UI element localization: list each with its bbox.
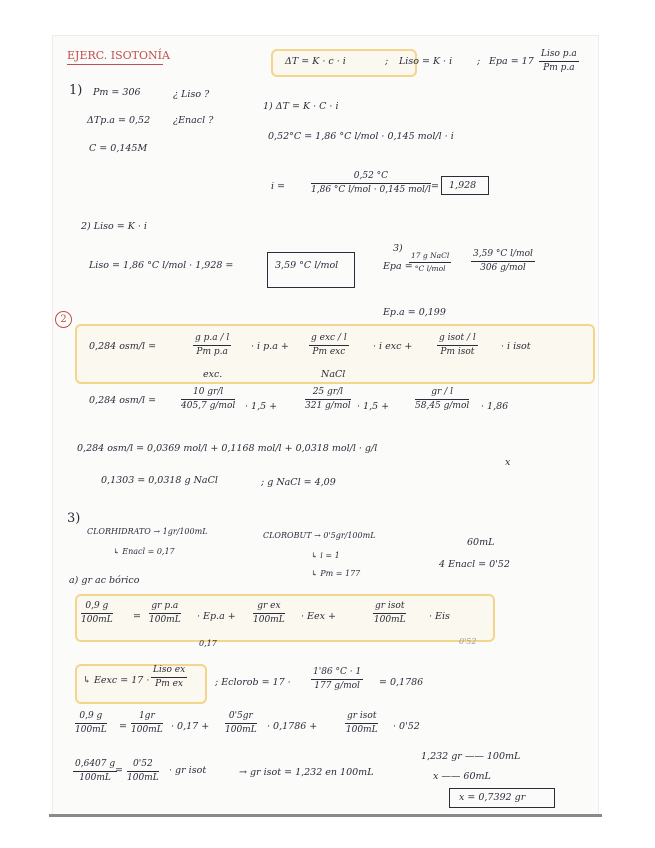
epa-crossed-fraction: 17 g NaCl °C l/mol <box>411 251 450 273</box>
osm-row2-term-b: 25 gr/l 321 g/mol <box>305 387 351 411</box>
given-pm: Pm = 306 <box>93 87 141 98</box>
osm-row2-term-c: gr / l 58,45 g/mol <box>415 387 470 411</box>
step-1-formula: 1) ΔT = K · C · i <box>263 101 339 112</box>
osm-row3: 0,284 osm/l = 0,0369 mol/l + 0,1168 mol/l + 0,0318 mol/l · g/l <box>77 443 378 454</box>
eexc-lhs: ↳ Eexc = 17 · <box>83 675 150 686</box>
header-formula-deltat: ΔT = K · c · i <box>285 56 346 67</box>
clorhidrato-line: CLORHIDRATO → 1gr/100mL <box>87 527 208 536</box>
title-underline <box>67 64 163 65</box>
liso-result: 3,59 °C l/mol <box>275 260 339 271</box>
header-formula-liso: Liso = K · i <box>399 56 453 67</box>
osm-row4: 0,1303 = 0,0318 g NaCl <box>101 475 218 486</box>
epa-result: Ep.a = 0,199 <box>383 307 446 318</box>
i-result: 1,928 <box>449 180 477 191</box>
calc-term-c: gr isot 100mL <box>345 711 378 735</box>
iso-term-ex: $\frac{\text{gr ex}}{100mL}$ <box>253 601 285 625</box>
rule-of-three-line-1: 1,232 gr —— 100mL <box>421 751 521 762</box>
osm-note-nacl: NaCl <box>321 369 346 380</box>
osm-note-exc: exc. <box>203 369 223 380</box>
given-deltat: ΔTp.a = 0,52 <box>87 115 151 126</box>
osm-row3-x: x <box>505 457 511 468</box>
rule-of-three-line-2: x —— 60mL <box>433 771 491 782</box>
clorobut-i: ↳ i = 1 <box>311 551 340 560</box>
section-3-label: 3) <box>67 511 81 526</box>
header-separator: ; <box>385 56 389 67</box>
question-enacl: ¿Enacl ? <box>173 115 214 126</box>
eclorob-fraction: 1'86 °C · 1 177 g/mol <box>313 667 362 691</box>
calc-term-c-tail: · 0'52 <box>393 721 420 732</box>
osm-term-exc: g exc / l Pm exc <box>311 333 347 357</box>
problem-3-label: 3) <box>393 243 403 254</box>
iso-term-ex-tail: · Eex + <box>301 611 336 622</box>
i-fraction: 0,52 °C 1,86 °C l/mol · 0,145 mol/l <box>311 171 431 195</box>
osm-lhs: 0,284 osm/l = <box>89 341 157 352</box>
equals-sign: = <box>133 611 141 622</box>
iso-term-pa-note: 0,17 <box>199 639 217 648</box>
epa-fraction: 3,59 °C l/mol 306 g/mol <box>473 249 533 273</box>
osm-row2-term-a: 10 gr/l 405,7 g/mol <box>181 387 236 411</box>
iso-note-052: 0'52 <box>459 637 477 646</box>
osm-term-isot-tail: · i isot <box>501 341 531 352</box>
page-title: EJERC. ISOTONÍA <box>67 49 170 62</box>
calc-term-a: $\frac{1gr}{100mL}$ <box>131 711 163 735</box>
volume-note: 60mL <box>467 537 495 548</box>
calc2-equals: = <box>115 765 123 776</box>
eclorob-result: = 0,1786 <box>379 677 424 688</box>
iso-term-pa-tail: · Ep.a + <box>197 611 236 622</box>
calc2-tail: · gr isot <box>169 765 207 776</box>
gr-isot-result: → gr isot = 1,232 en 100mL <box>239 767 374 778</box>
clorhidrato-enacl: ↳ Enacl = 0,17 <box>113 547 175 556</box>
iso-term-isot: gr isot 100mL <box>373 601 406 625</box>
calc2-term: $\frac{0'52}{100mL}$ <box>127 759 159 783</box>
osm-row2-term-b-tail: · 1,5 + <box>357 401 390 412</box>
osm-row4-result: ; g NaCl = 4,09 <box>261 477 336 488</box>
osm-row2-lhs: 0,284 osm/l = <box>89 395 157 406</box>
clorobut-line: CLOROBUT → 0'5gr/100mL <box>263 531 376 540</box>
calc-term-b: $\frac{0'5gr}{100mL}$ <box>225 711 257 735</box>
notebook-sheet <box>53 36 598 814</box>
calc-lhs-fraction: $\frac{0,9 g}{100mL}$ <box>75 711 107 735</box>
header-formula-epa-fraction: Liso p.a Pm p.a <box>541 49 577 73</box>
iso-lhs-fraction: $\frac{0,9 g}{100mL}$ <box>81 601 113 625</box>
clorobut-pm: ↳ Pm = 177 <box>311 569 361 578</box>
header-formula-epa-lhs: Epa = 17 <box>489 56 534 67</box>
i-lhs: i = <box>271 181 286 192</box>
problem-2-label: 2) Liso = K · i <box>81 221 147 232</box>
iso-term-pa: $\frac{\text{gr p.a}}{100mL}$ <box>149 601 181 625</box>
equals-sign: = <box>431 181 439 192</box>
iso-term-isot-tail: · Eis <box>429 611 450 622</box>
eclorob-lhs: ; Eclorob = 17 · <box>215 677 291 688</box>
calc-term-a-tail: · 0,17 + <box>171 721 210 732</box>
calc2-lhs-fraction: $\frac{0,6407 g}{100mL}$ <box>75 759 116 783</box>
eexc-fraction: Liso ex Pm ex <box>153 665 186 689</box>
given-concentration: C = 0,145M <box>89 143 148 154</box>
equals-sign: = <box>119 721 127 732</box>
problem-1-label: 1) <box>69 83 83 98</box>
question-liso: ¿ Liso ? <box>173 89 210 100</box>
liso-calculation: Liso = 1,86 °C l/mol · 1,928 = <box>89 260 234 271</box>
epa-lhs: Epa = <box>383 261 413 272</box>
section-2-marker: 2 <box>55 311 72 328</box>
osm-row2-term-c-tail: · 1,86 <box>481 401 509 412</box>
enacl-note: 4 Enacl = 0'52 <box>439 559 510 570</box>
final-answer: x = 0,7392 gr <box>459 792 526 803</box>
step-1-substitution: 0,52°C = 1,86 °C l/mol · 0,145 mol/l · i <box>268 131 454 142</box>
osm-term-exc-tail: · i exc + <box>373 341 413 352</box>
osm-term-pa-tail: · i p.a + <box>251 341 289 352</box>
calc-term-b-tail: · 0,1786 + <box>267 721 318 732</box>
osm-row2-term-a-tail: · 1,5 + <box>245 401 278 412</box>
osm-term-pa: $\frac{\text{g p.a / l}}{\text{Pm p.a}}$ <box>195 333 230 357</box>
header-separator: ; <box>477 56 481 67</box>
part-a-label: a) gr ac bórico <box>69 575 140 586</box>
osm-term-isot: g isot / l Pm isot <box>439 333 476 357</box>
